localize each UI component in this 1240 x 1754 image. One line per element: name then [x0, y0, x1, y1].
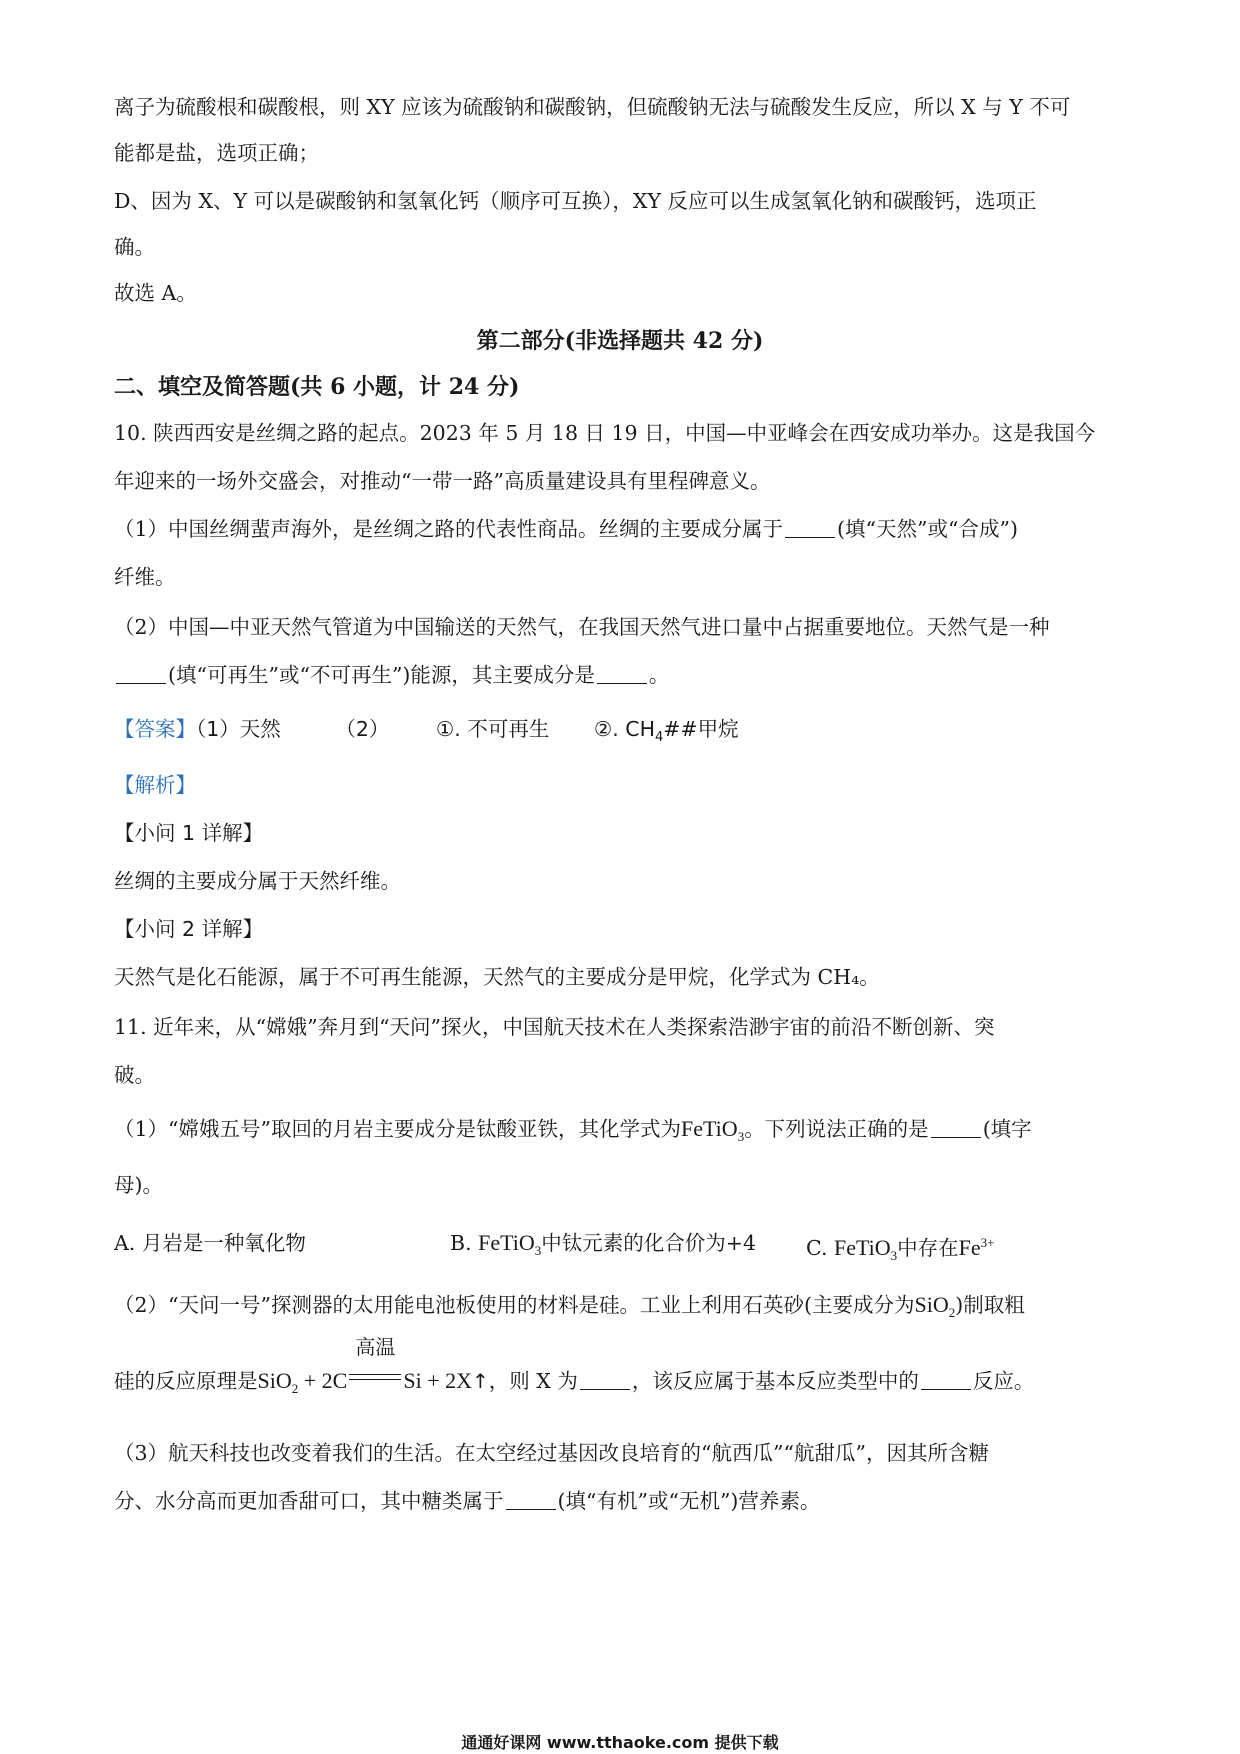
part-title: 第二部分(非选择题共 42 分): [476, 328, 764, 354]
reaction-condition: 高温: [349, 1368, 401, 1388]
answer-2a: ①. 不可再生: [435, 717, 550, 741]
answer-blank: [580, 1369, 630, 1390]
section-title: 二、填空及简答题(共 6 小题，计 24 分): [114, 374, 520, 400]
gas-arrow-icon: ↑: [472, 1369, 489, 1393]
q10-part1-end: 纤维。: [114, 565, 176, 589]
option-c: C. FeTiO$_3$中存在$Fe^{3+}$: [806, 1235, 995, 1263]
formula: FeTiO$_3$: [681, 1116, 745, 1144]
q10-stem-line: 年迎来的一场外交盛会，对推动“一带一路”高质量建设具有里程碑意义。: [114, 469, 771, 493]
q11-part2: （2）“天问一号”探测器的太用能电池板使用的材料是硅。工业上利用石英砂(主要成分为SiO$_2$)制取粗: [114, 1292, 1025, 1320]
q10-part1: [114, 514, 1018, 544]
analysis-tag: 【解析】: [114, 773, 196, 797]
chemical-equation: SiO$_2$ + 2C: [257, 1368, 348, 1396]
answer-blank: [506, 1489, 556, 1510]
option-b: B. FeTiO$_3$中钛元素的化合价为+4: [450, 1230, 757, 1258]
q10-part2: （2）中国—中亚天然气管道为中国输送的天然气，在我国天然气进口量中占据重要地位。天然气是一种: [114, 615, 1050, 639]
q11-part1: （1）“嫦娥五号”取回的月岩主要成分是钛酸亚铁，其化学式为FeTiO$_3$。下列说法正确的是 (填字: [114, 1116, 1032, 1144]
q11-part3: （3）航天科技也改变着我们的生活。在太空经过基因改良培育的“航西瓜”“航甜瓜”，因其所含糖: [114, 1441, 989, 1465]
explanation-text: 天然气是化石能源，属于不可再生能源，天然气的主要成分是甲烷，化学式为 CH₄。: [114, 965, 880, 989]
text-line: 确。: [114, 235, 155, 259]
answer-blank: [116, 663, 166, 684]
sub-question-title: 【小问 1 详解】: [114, 821, 264, 845]
q11-options: [114, 1228, 306, 1258]
page-footer: 通通好课网 www.tthaoke.com 提供下载: [461, 1733, 779, 1752]
q11-part3-cont: 分、水分高而更加香甜可口，其中糖类属于 (填“有机”或“无机”)营养素。: [114, 1489, 821, 1513]
text-line: 故选 A。: [114, 281, 197, 305]
q10-part1-text: （1）中国丝绸蜚声海外，是丝绸之路的代表性商品。丝绸的主要成分属于: [114, 517, 784, 541]
text-line: 离子为硫酸根和碳酸根，则 XY 应该为硫酸钠和碳酸钠，但硫酸钠无法与硫酸发生反应，所以 X 与 Y 不可: [114, 95, 1071, 119]
answer-blank: [597, 663, 647, 684]
q10-stem-line: 10. 陕西西安是丝绸之路的起点。2023 年 5 月 18 日 19 日，中国—中亚峰会在西安成功举办。这是我国今: [114, 421, 1096, 445]
q10-part2-end: 。: [648, 663, 670, 687]
answer-2b: ②. $CH_4\#\#$甲烷: [593, 717, 739, 745]
answer-blank: [921, 1369, 971, 1390]
answer-blank: [785, 517, 835, 538]
answer-line: [114, 714, 739, 753]
q11-stem-line: 破。: [114, 1063, 155, 1087]
q11-stem-line: 11. 近年来，从“嫦娥”奔月到“天问”探火，中国航天技术在人类探索浩渺宇宙的前沿不断创新、突: [114, 1015, 995, 1039]
text-line: D、因为 X、Y 可以是碳酸钠和氢氧化钙（顺序可互换），XY 反应可以生成氢氧化钠和碳酸钙，选项正: [114, 189, 1037, 213]
q10-part1-hint: (填“天然”或“合成”): [837, 517, 1018, 541]
answer-1: （1）天然: [196, 717, 281, 741]
option-a: A. 月岩是一种氧化物: [114, 1231, 306, 1255]
answer-2-label: （2）: [335, 717, 390, 741]
explanation-text: 丝绸的主要成分属于天然纤维。: [114, 869, 401, 893]
q10-part2-hint: (填“可再生”或“不可再生”)能源，其主要成分是: [168, 663, 595, 687]
sub-question-title: 【小问 2 详解】: [114, 917, 264, 941]
q10-part2-cont: [114, 660, 669, 690]
q11-part1-end: 母)。: [114, 1173, 163, 1197]
text-line: 能都是盐，选项正确；: [114, 141, 319, 165]
q11-part2-equation-line: 硅的反应原理是SiO$_2$ + 2C 高温 Si + 2X↑，则 X 为 ，该反应属于基本反应类型中的 反应。: [114, 1335, 1035, 1396]
answer-blank: [931, 1117, 981, 1138]
answer-tag: 【答案】: [114, 717, 196, 741]
